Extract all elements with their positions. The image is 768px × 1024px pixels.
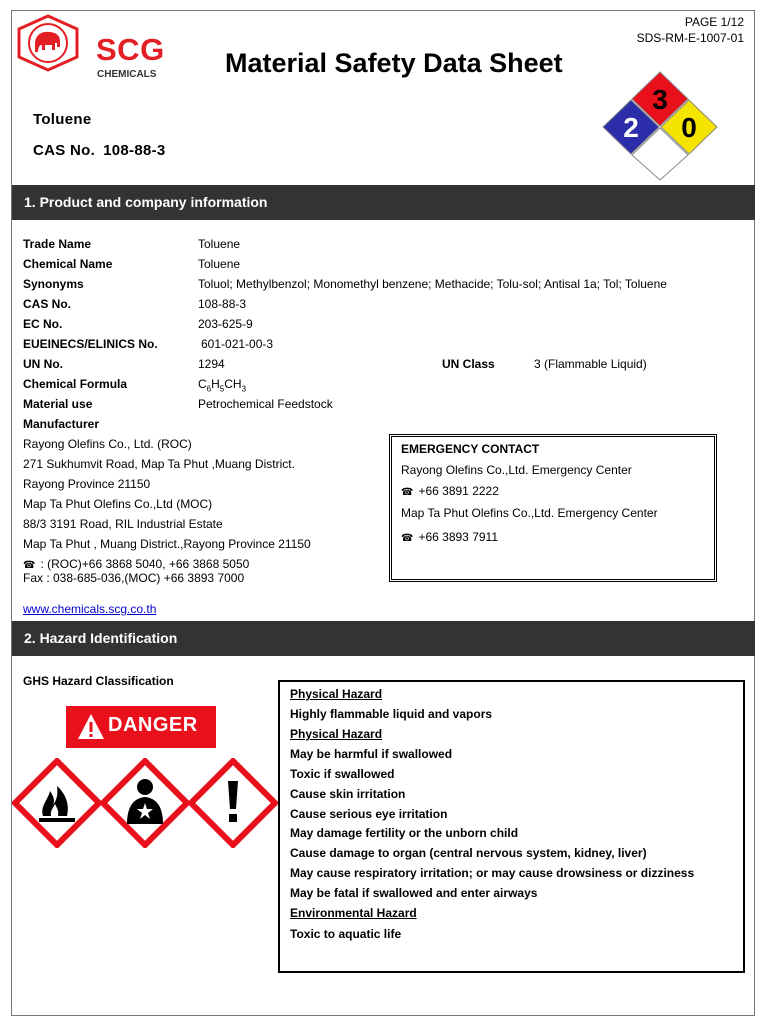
hazard-heading: Physical Hazard (290, 687, 383, 701)
label-cas-no: CAS No. (23, 297, 71, 311)
website-link[interactable]: www.chemicals.scg.co.th (23, 602, 157, 616)
emergency-title: EMERGENCY CONTACT (401, 442, 540, 456)
brand-name: SCG (96, 32, 165, 67)
hazard-heading: Environmental Hazard (290, 906, 417, 920)
label-ec-no: EC No. (23, 317, 63, 331)
emergency-org-2: Map Ta Phut Olefins Co.,Ltd. Emergency Center (401, 506, 658, 520)
formula-c: C (198, 377, 207, 391)
exclamation-icon (188, 758, 278, 848)
manufacturer-line: 88/3 3191 Road, RIL Industrial Estate (23, 517, 223, 531)
ghs-classification-label: GHS Hazard Classification (23, 674, 174, 688)
value-chemical-formula (198, 377, 246, 396)
label-un-no: UN No. (23, 357, 63, 371)
product-name: Toluene (33, 111, 92, 128)
hazard-statement: Highly flammable liquid and vapors (290, 707, 493, 721)
manufacturer-line: Rayong Olefins Co., Ltd. (ROC) (23, 437, 192, 451)
manufacturer-line: Rayong Province 21150 (23, 477, 151, 491)
phone-icon: ☎ (401, 533, 414, 544)
phone-icon: ☎ (23, 560, 36, 571)
health-hazard-icon (100, 758, 190, 848)
emergency-contact-box (389, 434, 717, 582)
document-id: SDS-RM-E-1007-01 (636, 31, 744, 45)
emergency-phone-1-text: +66 3891 2222 (418, 484, 499, 498)
hazard-statement: May damage fertility or the unborn child (290, 826, 519, 840)
hazard-statement: Cause serious eye irritation (290, 807, 448, 821)
document-title: Material Safety Data Sheet (225, 48, 563, 78)
formula-sub-5: 5 (219, 384, 225, 394)
value-chemical-name: Toluene (198, 257, 241, 271)
value-un-class: 3 (Flammable Liquid) (534, 357, 647, 371)
nfpa-reactivity: 0 (681, 112, 697, 143)
formula-sub-3: 3 (241, 384, 247, 394)
label-chemical-formula: Chemical Formula (23, 377, 128, 391)
warning-triangle-icon (76, 712, 106, 742)
danger-signal-word (66, 706, 216, 748)
nfpa-diamond-icon (600, 70, 720, 182)
flame-icon (12, 758, 102, 848)
manufacturer-line: Map Ta Phut Olefins Co.,Ltd (MOC) (23, 497, 213, 511)
elephant-emblem-icon (15, 14, 81, 72)
emergency-phone-2 (401, 530, 498, 546)
formula-ch: CH (224, 377, 242, 391)
hazard-statement: May be harmful if swallowed (290, 747, 453, 761)
manufacturer-line: 271 Sukhumvit Road, Map Ta Phut ,Muang District. (23, 457, 295, 471)
value-material-use: Petrochemical Feedstock (198, 397, 333, 411)
scg-logo (15, 14, 165, 80)
hazard-statement: May be fatal if swallowed and enter airways (290, 886, 538, 900)
hazard-statement: Cause skin irritation (290, 787, 406, 801)
brand-subtitle: CHEMICALS (97, 69, 157, 80)
label-synonyms: Synonyms (23, 277, 84, 291)
cas-heading-value: 108-88-3 (103, 142, 166, 159)
nfpa-health: 2 (623, 112, 639, 143)
value-ec-no: 203-625-9 (198, 317, 253, 331)
label-un-class: UN Class (442, 357, 495, 371)
emergency-phone-1 (401, 484, 499, 500)
label-chemical-name: Chemical Name (23, 257, 113, 271)
label-eueinecs: EUEINECS/ELINICS No. (23, 337, 158, 351)
section-2-header: 2. Hazard Identification (12, 621, 755, 656)
emergency-org-1: Rayong Olefins Co.,Ltd. Emergency Center (401, 463, 632, 477)
manufacturer-line: Map Ta Phut , Muang District.,Rayong Province 21150 (23, 537, 311, 551)
danger-text: DANGER (108, 714, 198, 736)
label-trade-name: Trade Name (23, 237, 92, 251)
nfpa-flammability: 3 (652, 84, 668, 115)
hazard-heading: Physical Hazard (290, 727, 383, 741)
label-manufacturer: Manufacturer (23, 417, 100, 431)
manufacturer-fax: Fax : 038-685-036,(MOC) +66 3893 7000 (23, 571, 245, 585)
manufacturer-phone-text: : (ROC)+66 3868 5040, +66 3868 5050 (40, 557, 250, 571)
label-material-use: Material use (23, 397, 93, 411)
value-cas-no: 108-88-3 (198, 297, 247, 311)
value-un-no: 1294 (198, 357, 225, 371)
phone-icon: ☎ (401, 487, 414, 498)
value-synonyms: Toluol; Methylbenzol; Monomethyl benzene; Methacide; Tolu-sol; Antisal 1a; Tol; Toluene (198, 277, 667, 291)
value-trade-name: Toluene (198, 237, 241, 251)
formula-sub-6: 6 (206, 384, 212, 394)
hazard-statement: Cause damage to organ (central nervous system, kidney, liver) (290, 846, 647, 860)
hazard-statement: Toxic to aquatic life (290, 927, 402, 941)
value-eueinecs: 601-021-00-3 (201, 337, 274, 351)
section-1-header: 1. Product and company information (12, 185, 755, 220)
cas-heading (33, 142, 166, 159)
hazard-statements-box (278, 680, 745, 973)
hazard-statement: Toxic if swallowed (290, 767, 395, 781)
formula-h: H (211, 377, 220, 391)
emergency-phone-2-text: +66 3893 7911 (418, 530, 498, 544)
hazard-statement: May cause respiratory irritation; or may cause drowsiness or dizziness (290, 866, 695, 880)
page-number: PAGE 1/12 (684, 15, 744, 29)
cas-heading-label: CAS No. (33, 142, 96, 159)
